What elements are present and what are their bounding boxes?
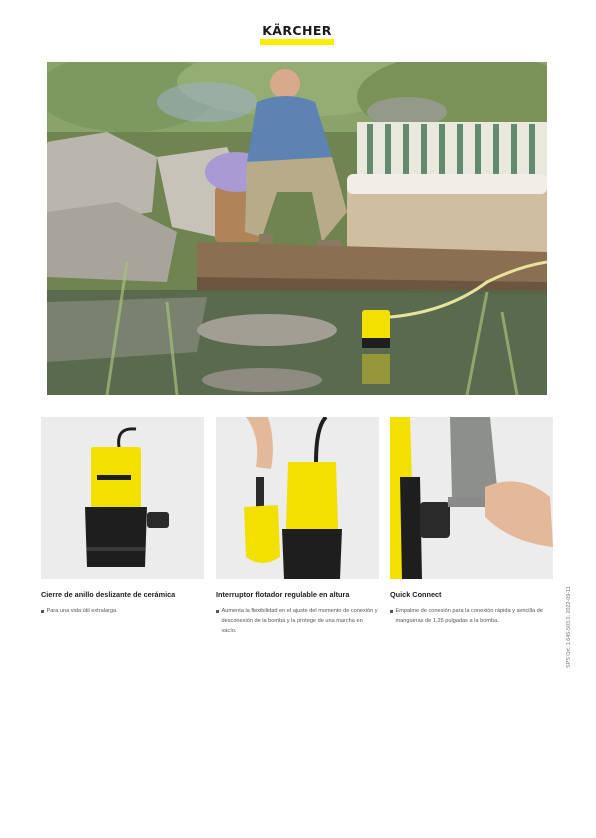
- feature-title: Cierre de anillo deslizante de cerámica: [41, 590, 176, 599]
- feature-card-ceramic-seal: [41, 417, 204, 616]
- feature-bullet: [216, 606, 379, 636]
- feature-title: Quick Connect: [390, 590, 442, 599]
- feature-bullet: [390, 606, 553, 626]
- bullet-dot-icon: [41, 610, 44, 613]
- feature-photo-float: [216, 417, 379, 579]
- feature-photo-pump: [41, 417, 204, 579]
- feature-title: Interruptor flotador regulable en altura: [216, 590, 350, 599]
- float-switch-icon: [216, 417, 379, 579]
- feature-card-quick-connect: [390, 417, 553, 626]
- feature-bullet-text: Aumenta la flexibilidad en el ajuste del momento de conexión y desconexión de la bomba y la protege de una marcha en vacío.: [221, 608, 378, 634]
- feature-bullet-text: Para una vida útil extralarga.: [46, 608, 118, 614]
- bullet-dot-icon: [390, 610, 393, 613]
- pump-icon: [41, 417, 204, 579]
- feature-bullet: [41, 606, 204, 616]
- feature-bullet-text: Empalme de conexión para la conexión rápida y sencilla de mangueras de 1,25 pulgadas a la bomba.: [395, 608, 543, 624]
- logo-text: KÄRCHER: [262, 23, 332, 38]
- karcher-logo: [260, 24, 334, 48]
- feature-photo-connector: [390, 417, 553, 579]
- garden-pond-scene: [47, 62, 547, 395]
- feature-card-float-switch: [216, 417, 379, 636]
- bullet-dot-icon: [216, 610, 219, 613]
- document-reference: SPS Ort. 1.645-503.0, 2022-09-11: [566, 586, 572, 668]
- logo-yellow-bar: [260, 39, 334, 45]
- hero-image: [47, 62, 547, 395]
- hose-connector-icon: [390, 417, 553, 579]
